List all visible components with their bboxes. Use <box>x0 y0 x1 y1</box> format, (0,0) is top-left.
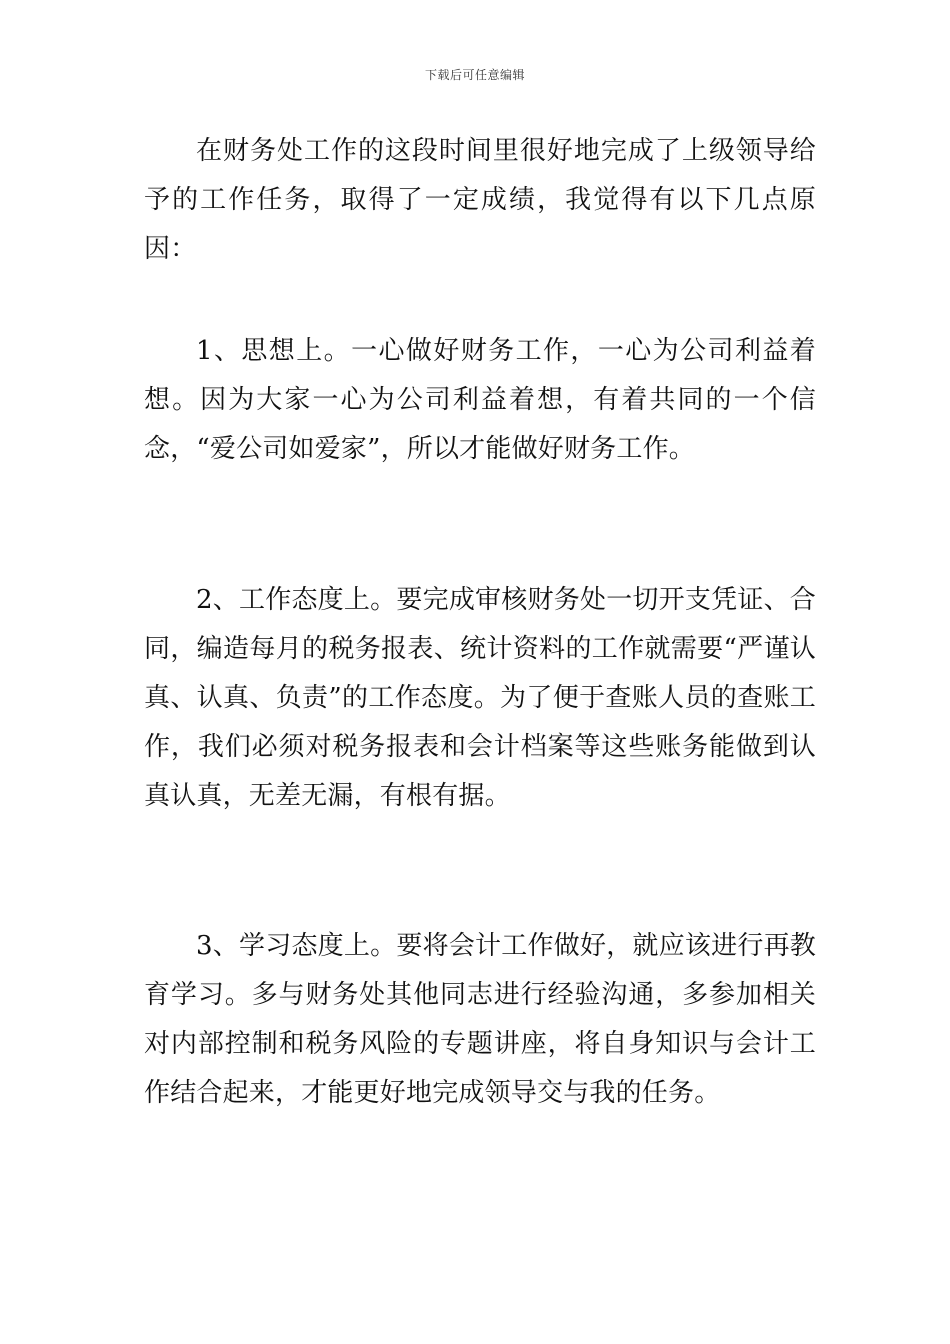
header-note: 下载后可任意编辑 <box>424 68 525 82</box>
paragraph-point-3: 3、学习态度上。要将会计工作做好，就应该进行再教育学习。多与财务处其他同志进行经验沟通，多参加相关对内部控制和税务风险的专题讲座，将自身知识与会计工作结合起来，才能更好地完成领导交与我的任务。 <box>144 931 816 1108</box>
paragraph-point-1: 1、思想上。一心做好财务工作，一心为公司利益着想。因为大家一心为公司利益着想，有着共同的一个信念，“爱公司如爱家”，所以才能做好财务工作。 <box>144 336 816 464</box>
paragraph-point-2: 2、工作态度上。要完成审核财务处一切开支凭证、合同，编造每月的税务报表、统计资料的工作就需要“严谨认真、认真、负责”的工作态度。为了便于查账人员的查账工作，我们必须对税务报表和会计档案等这些账务能做到认真认真，无差无漏，有根有据。 <box>144 585 816 811</box>
paragraph-intro: 在财务处工作的这段时间里很好地完成了上级领导给予的工作任务，取得了一定成绩，我觉得有以下几点原因： <box>144 136 816 264</box>
